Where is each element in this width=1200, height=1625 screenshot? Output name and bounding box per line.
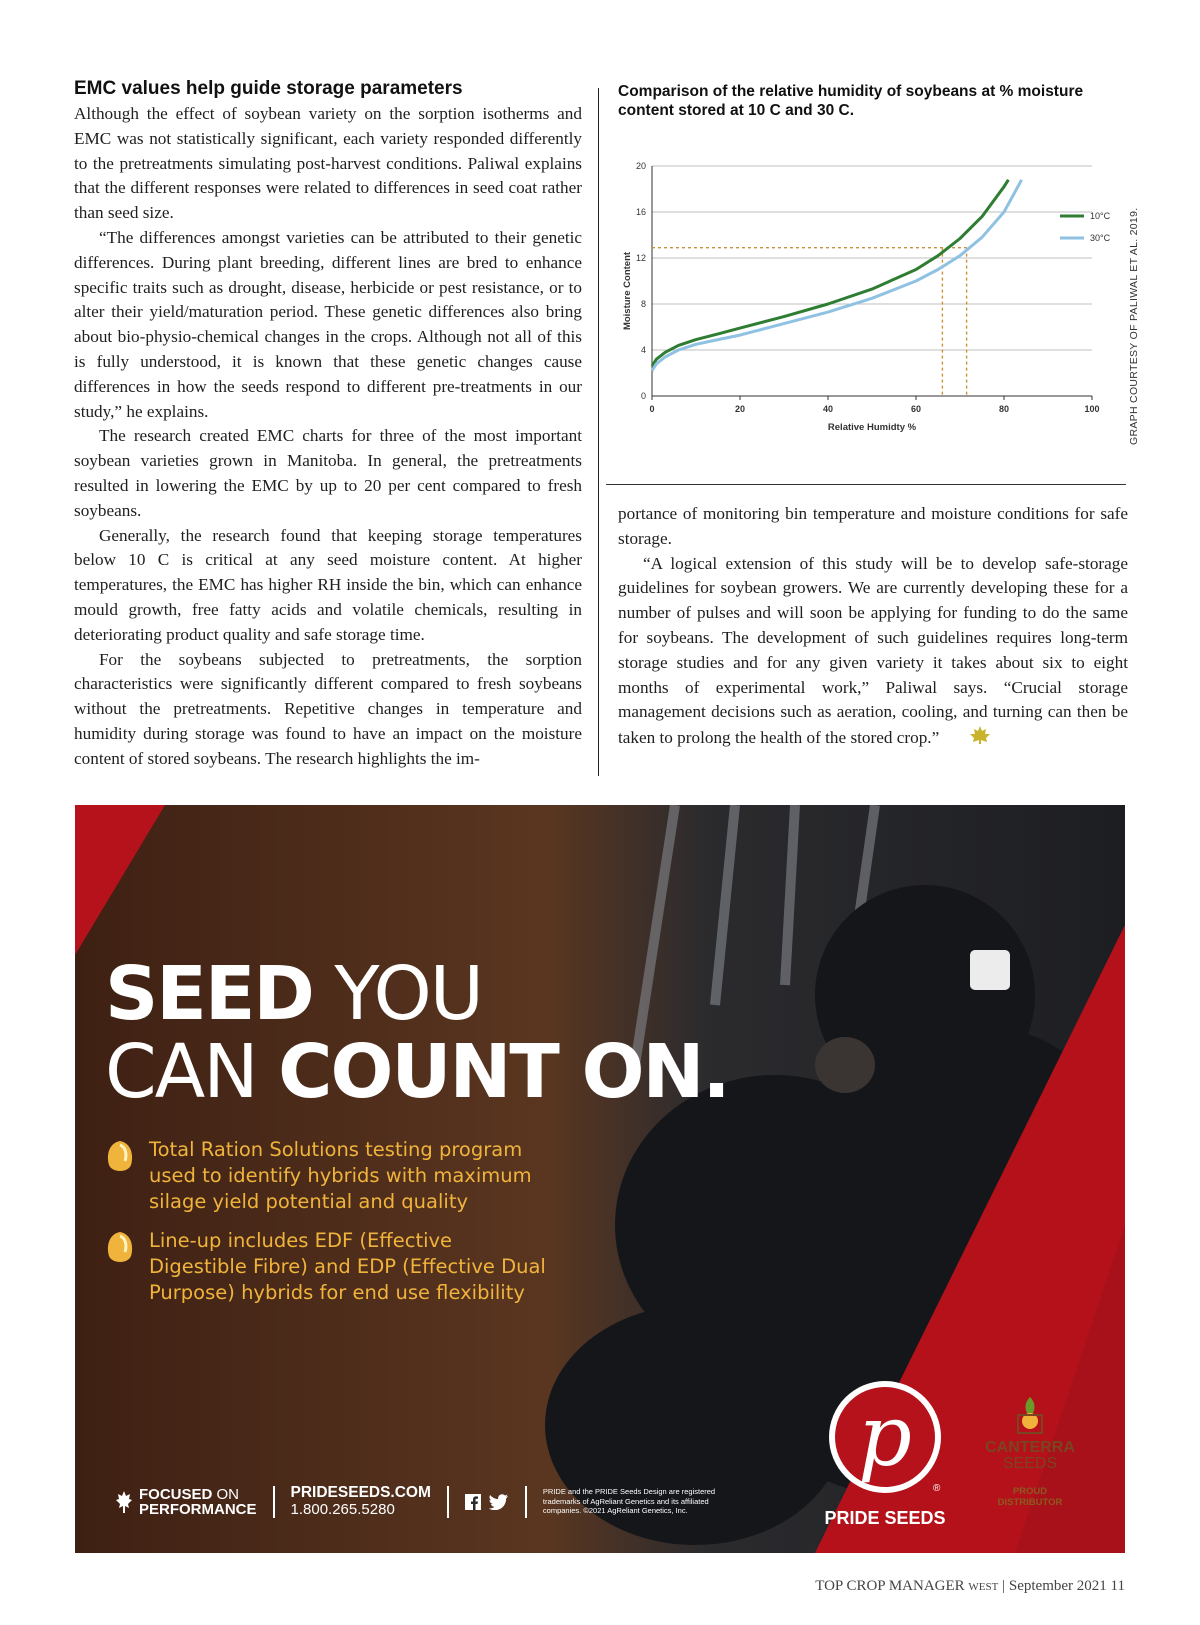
ad-footer [115, 1485, 743, 1518]
paragraph-3: The research created EMC charts for three of the most important soybean varieties grown in Manitoba. In general, the pretreatments resulted in lowering the EMC by up to 20 per cent compared to fresh soybeans. [74, 426, 582, 520]
paragraph-4: Generally, the research found that keeping storage temperatures below 10 C is critical at any seed moisture content. At higher temperatures, the EMC has higher RH inside the bin, which can enhance mould growth, free fatty acids and volatile chemicals, resulting in deteriorating product quality and safe storage time. [74, 525, 582, 644]
canterra-leaf-icon [1012, 1395, 1048, 1435]
footer-divider [273, 1486, 275, 1518]
x-tick-label: 20 [734, 404, 746, 414]
x-tick-label: 60 [910, 404, 922, 414]
phone-number: 1.800.265.5280 [290, 1501, 395, 1518]
right-paragraph-2: “A logical extension of this study will be to develop safe-storage guidelines for soybean growers. We are currently developing these for a number of pulses and will soon be applying for funding to do the same for soybeans. The development of such guidelines requires long-term storage studies and for any given variety it takes about six to eight months of experimental work,” Paliwal says. “Crucial storage management decisions such as aeration, cooling, and turning can then be taken to prolong the health of the stored crop.” [618, 552, 1128, 753]
pride-p-emblem [825, 1377, 945, 1497]
focused-on-performance: FOCUSED ON PERFORMANCE [139, 1485, 257, 1518]
right-paragraph-1: portance of monitoring bin temperature and moisture conditions for safe storage. [618, 504, 1128, 548]
contact-info [291, 1485, 431, 1518]
chart-svg [618, 158, 1118, 538]
legal-text: PRIDE and the PRIDE Seeds Design are registered trademarks of AgReliant Genetics and its affiliated companies. ©2021 AgReliant Genetics, Inc. [542, 1487, 716, 1516]
x-axis-label: Relative Humidty % [827, 422, 917, 433]
svg-text:®: ® [933, 1483, 941, 1494]
ad-bullet-2: Line-up includes EDF (Effective Digestible Fibre) and EDP (Effective Dual Purpose) hybrids for end use flexibility [105, 1228, 549, 1306]
footer-divider [525, 1486, 527, 1518]
y-axis-label: Moisture Content [622, 251, 633, 331]
legend-label: 10°C [1090, 211, 1111, 221]
y-tick-label: 4 [640, 345, 646, 355]
chart-rule [606, 484, 1126, 485]
ad-headline: SEED YOU CAN COUNT ON. [105, 951, 729, 1115]
y-tick-label: 8 [640, 299, 646, 309]
x-tick-label: 0 [649, 404, 655, 414]
pride-seeds-logo: p ® PRIDE SEEDS [815, 1377, 955, 1529]
chart-block [618, 82, 1128, 433]
right-column [618, 502, 1128, 753]
chart-credit: GRAPH COURTESY OF PALIWAL ET AL. 2019. [1128, 207, 1140, 445]
footer-divider [447, 1486, 449, 1518]
paragraph-2: “The differences amongst varieties can be attributed to their genetic differences. During plant breeding, different lines are bred to enhance specific traits such as drought, disease, herbicide or pest resistance, or to alter their yield/maturation period. These genetic differences also bring about bio-physio-chemical changes in the crops. Although not all of this is fully understood, it is known that these genetic changes cause differences in how the seeds respond to different pre-treatments in our study,” he explains. [74, 227, 582, 421]
series-line [652, 180, 1008, 366]
column-divider [598, 88, 599, 776]
maple-leaf-icon [115, 1490, 133, 1514]
left-column [74, 78, 582, 772]
y-tick-label: 0 [640, 391, 646, 401]
ad-bullet-1: Total Ration Solutions testing program used to identify hybrids with maximum silage yield potential and quality [105, 1137, 549, 1215]
legend-label: 30°C [1090, 233, 1111, 243]
maple-leaf-icon [944, 725, 991, 753]
y-tick-label: 12 [635, 253, 646, 263]
chart-caption: Comparison of the relative humidity of soybeans at % moisture content stored at 10 C and 30 C. [618, 83, 1084, 119]
x-tick-label: 80 [998, 404, 1010, 414]
canterra-seeds-logo: CANTERRA SEEDS PROUD DISTRIBUTOR [980, 1395, 1080, 1508]
paragraph-5: For the soybeans subjected to pretreatments, the sorption characteristics were significantly different compared to fresh soybeans without the pretreatments. Repetitive changes in temperature and humidity during storage was found to have an impact on the moisture content of stored soybeans. The research highlights the im- [74, 649, 582, 768]
corn-kernel-icon [105, 1139, 135, 1175]
series-line [652, 180, 1022, 371]
y-tick-label: 20 [635, 161, 646, 171]
twitter-icon[interactable] [489, 1494, 509, 1510]
website-link[interactable]: PRIDESEEDS.COM [290, 1484, 431, 1501]
x-tick-label: 40 [822, 404, 834, 414]
page-folio: TOP CROP MANAGER WEST | September 2021 11 [815, 1578, 1125, 1594]
svg-text:p: p [858, 1387, 912, 1485]
y-tick-label: 16 [635, 207, 646, 217]
paragraph-1: Although the effect of soybean variety on the sorption isotherms and EMC was not statistically significant, each variety responded differently to the pretreatments simulating post-harvest conditions. Paliwal explains that the different responses were related to differences in seed coat rather than seed size. [74, 104, 582, 223]
x-tick-label: 100 [1084, 404, 1100, 414]
corn-kernel-icon [105, 1230, 135, 1266]
section-heading: EMC values help guide storage parameters [74, 78, 463, 99]
advertisement [75, 805, 1125, 1553]
facebook-icon[interactable] [465, 1494, 481, 1510]
